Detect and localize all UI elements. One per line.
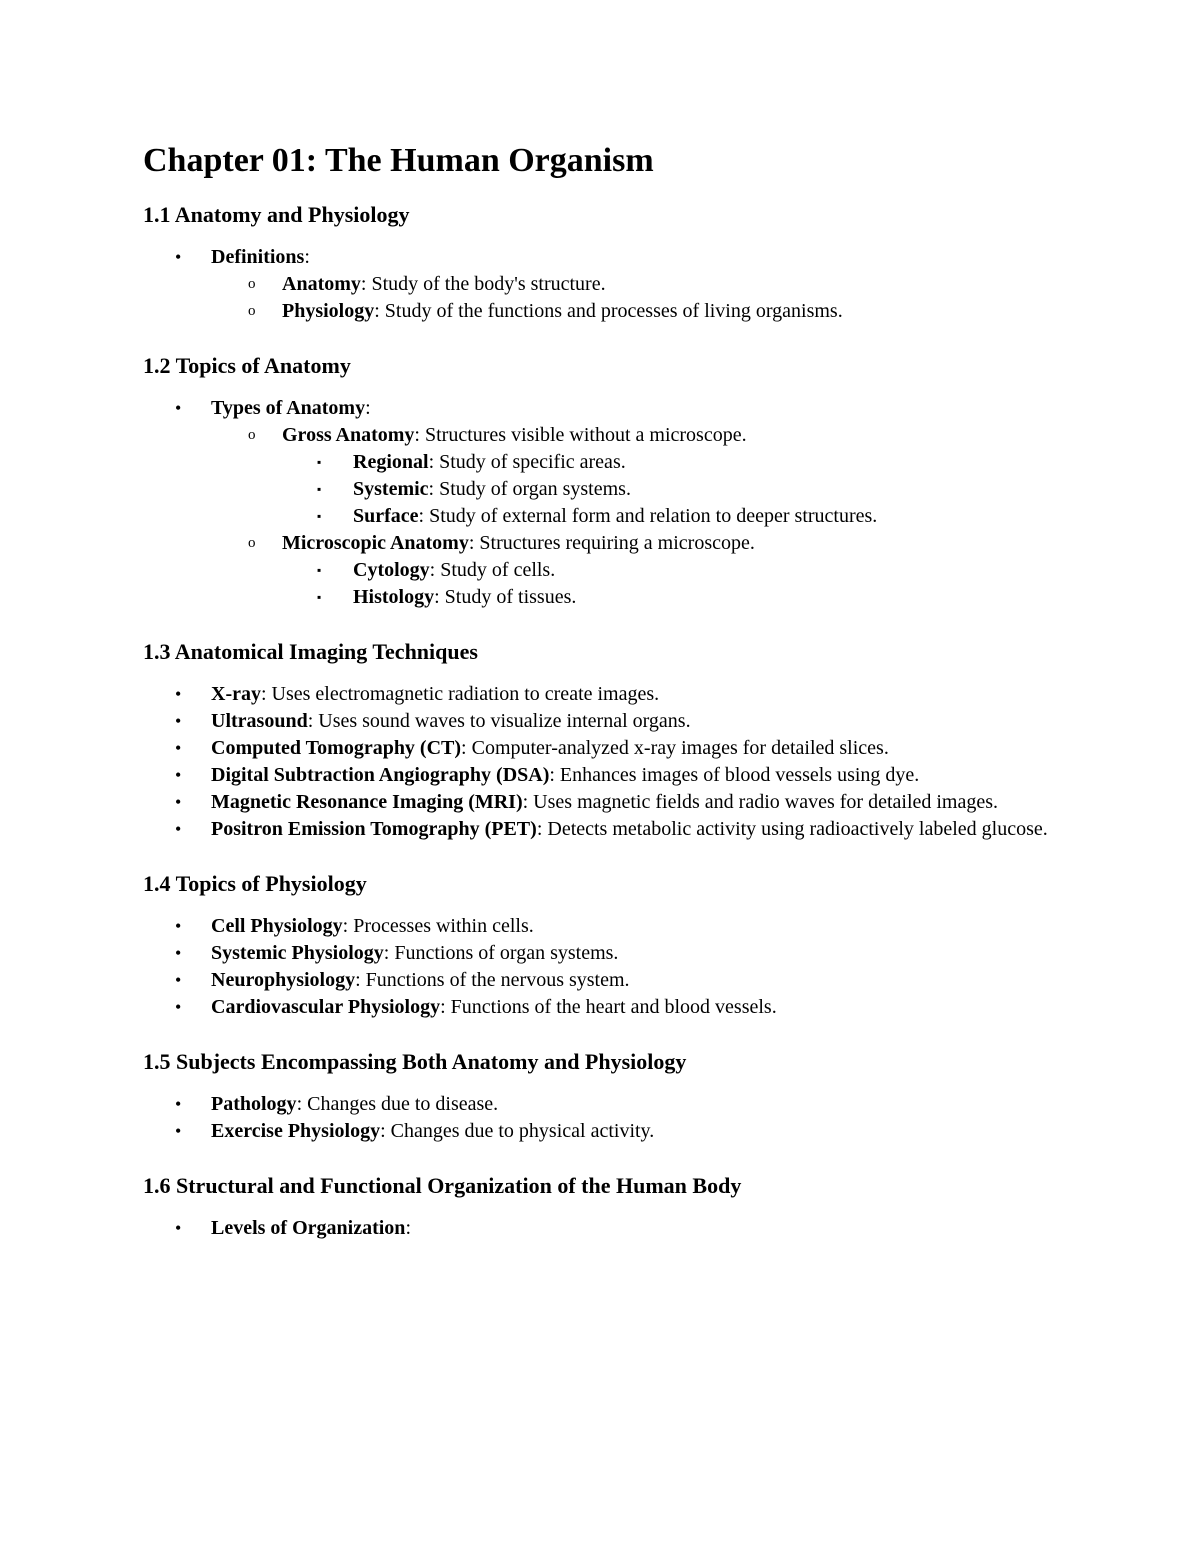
bullet-list — [143, 395, 1073, 611]
item-description: : Functions of organ systems. — [383, 942, 619, 964]
list-item — [143, 1215, 1073, 1242]
item-description: : Uses sound waves to visualize internal organs. — [307, 710, 691, 732]
list-item — [143, 503, 1073, 530]
list-item — [143, 913, 1073, 940]
list-item — [143, 557, 1073, 584]
item-description: : — [405, 1217, 411, 1239]
item-term: Computed Tomography (CT) — [211, 737, 462, 759]
bullet-icon: • — [175, 943, 182, 963]
chapter-title: Chapter 01: The Human Organism — [143, 142, 654, 179]
item-description: : Study of the functions and processes of living organisms. — [374, 300, 843, 322]
bullet-list — [143, 681, 1073, 843]
section — [143, 200, 1073, 325]
bullet-icon: • — [175, 711, 182, 731]
section — [143, 869, 1073, 1021]
section — [143, 1047, 1073, 1145]
item-description: : — [304, 246, 310, 268]
list-item — [143, 940, 1073, 967]
item-description: : Study of external form and relation to deeper structures. — [418, 505, 878, 527]
bullet-icon: • — [175, 916, 182, 936]
bullet-icon: • — [175, 1218, 182, 1238]
item-term: Ultrasound — [211, 710, 308, 732]
item-term: Regional — [353, 451, 429, 473]
item-term: Physiology — [282, 300, 375, 322]
bullet-icon: • — [175, 765, 182, 785]
section-heading: 1.3 Anatomical Imaging Techniques — [143, 639, 478, 664]
item-term: Pathology — [211, 1093, 297, 1115]
bullet-icon: o — [248, 427, 256, 443]
list-item — [143, 1091, 1073, 1118]
item-term: Positron Emission Tomography (PET) — [211, 818, 537, 840]
item-description: : Changes due to disease. — [296, 1093, 499, 1115]
bullet-icon: • — [175, 997, 182, 1017]
bullet-icon: ▪ — [317, 455, 322, 469]
sections-container — [143, 200, 1073, 1242]
bullet-icon: ▪ — [317, 563, 322, 577]
section-heading: 1.1 Anatomy and Physiology — [143, 202, 410, 227]
bullet-icon: • — [175, 970, 182, 990]
bullet-list — [143, 913, 1073, 1021]
list-item — [143, 789, 1073, 816]
item-description: : Computer-analyzed x-ray images for detailed slices. — [461, 737, 889, 759]
item-description: : Structures visible without a microscope. — [414, 424, 747, 446]
bullet-icon: • — [175, 684, 182, 704]
item-term: Cytology — [353, 559, 430, 581]
list-item — [143, 584, 1073, 611]
item-term: Levels of Organization — [211, 1217, 406, 1239]
list-item — [143, 298, 1073, 325]
item-term: Definitions — [211, 246, 305, 268]
bullet-icon: o — [248, 535, 256, 551]
section — [143, 1171, 1073, 1242]
bullet-list — [143, 1215, 1073, 1242]
list-item — [143, 681, 1073, 708]
item-term: Microscopic Anatomy — [282, 532, 469, 554]
item-term: X-ray — [211, 683, 261, 705]
item-description: : Uses magnetic fields and radio waves for detailed images. — [522, 791, 999, 813]
list-item — [143, 449, 1073, 476]
item-term: Magnetic Resonance Imaging (MRI) — [211, 791, 523, 813]
bullet-list — [143, 244, 1073, 325]
section-heading: 1.6 Structural and Functional Organization of the Human Body — [143, 1173, 742, 1198]
bullet-icon: ▪ — [317, 482, 322, 496]
list-item — [143, 816, 1073, 843]
bullet-icon: • — [175, 1094, 182, 1114]
bullet-icon: • — [175, 819, 182, 839]
list-item — [143, 395, 1073, 422]
item-term: Cell Physiology — [211, 915, 343, 937]
list-item — [143, 476, 1073, 503]
item-term: Systemic Physiology — [211, 942, 384, 964]
item-term: Neurophysiology — [211, 969, 356, 991]
item-term: Types of Anatomy — [211, 397, 366, 419]
item-term: Gross Anatomy — [282, 424, 415, 446]
item-term: Surface — [353, 505, 419, 527]
bullet-list — [143, 1091, 1073, 1145]
item-description: : Detects metabolic activity using radioactively labeled glucose. — [536, 818, 1048, 840]
bullet-icon: • — [175, 398, 182, 418]
section-heading: 1.4 Topics of Physiology — [143, 871, 367, 896]
list-item — [143, 735, 1073, 762]
item-description: : Functions of the nervous system. — [355, 969, 630, 991]
item-term: Cardiovascular Physiology — [211, 996, 441, 1018]
bullet-icon: o — [248, 276, 256, 292]
item-term: Exercise Physiology — [211, 1120, 381, 1142]
item-description: : Study of the body's structure. — [360, 273, 606, 295]
bullet-icon: • — [175, 738, 182, 758]
list-item — [143, 967, 1073, 994]
item-description: : Study of organ systems. — [428, 478, 631, 500]
section — [143, 637, 1073, 843]
item-term: Digital Subtraction Angiography (DSA) — [211, 764, 550, 786]
item-description: : — [365, 397, 371, 419]
item-description: : Study of specific areas. — [428, 451, 626, 473]
list-item — [143, 271, 1073, 298]
section-heading: 1.2 Topics of Anatomy — [143, 353, 351, 378]
bullet-icon: ▪ — [317, 509, 322, 523]
list-item — [143, 708, 1073, 735]
item-description: : Enhances images of blood vessels using dye. — [549, 764, 920, 786]
list-item — [143, 994, 1073, 1021]
item-description: : Structures requiring a microscope. — [468, 532, 755, 554]
item-term: Histology — [353, 586, 435, 608]
item-description: : Study of tissues. — [434, 586, 577, 608]
item-description: : Study of cells. — [429, 559, 556, 581]
section-heading: 1.5 Subjects Encompassing Both Anatomy and Physiology — [143, 1049, 687, 1074]
bullet-icon: • — [175, 247, 182, 267]
list-item — [143, 422, 1073, 449]
document-page — [143, 140, 1073, 1268]
bullet-icon: • — [175, 792, 182, 812]
list-item — [143, 530, 1073, 557]
item-term: Systemic — [353, 478, 429, 500]
section — [143, 351, 1073, 611]
list-item — [143, 1118, 1073, 1145]
bullet-icon: o — [248, 303, 256, 319]
list-item — [143, 762, 1073, 789]
list-item — [143, 244, 1073, 271]
item-description: : Processes within cells. — [342, 915, 534, 937]
item-description: : Uses electromagnetic radiation to create images. — [260, 683, 660, 705]
item-description: : Functions of the heart and blood vessels. — [440, 996, 777, 1018]
bullet-icon: ▪ — [317, 590, 322, 604]
item-term: Anatomy — [282, 273, 361, 295]
item-description: : Changes due to physical activity. — [380, 1120, 655, 1142]
bullet-icon: • — [175, 1121, 182, 1141]
